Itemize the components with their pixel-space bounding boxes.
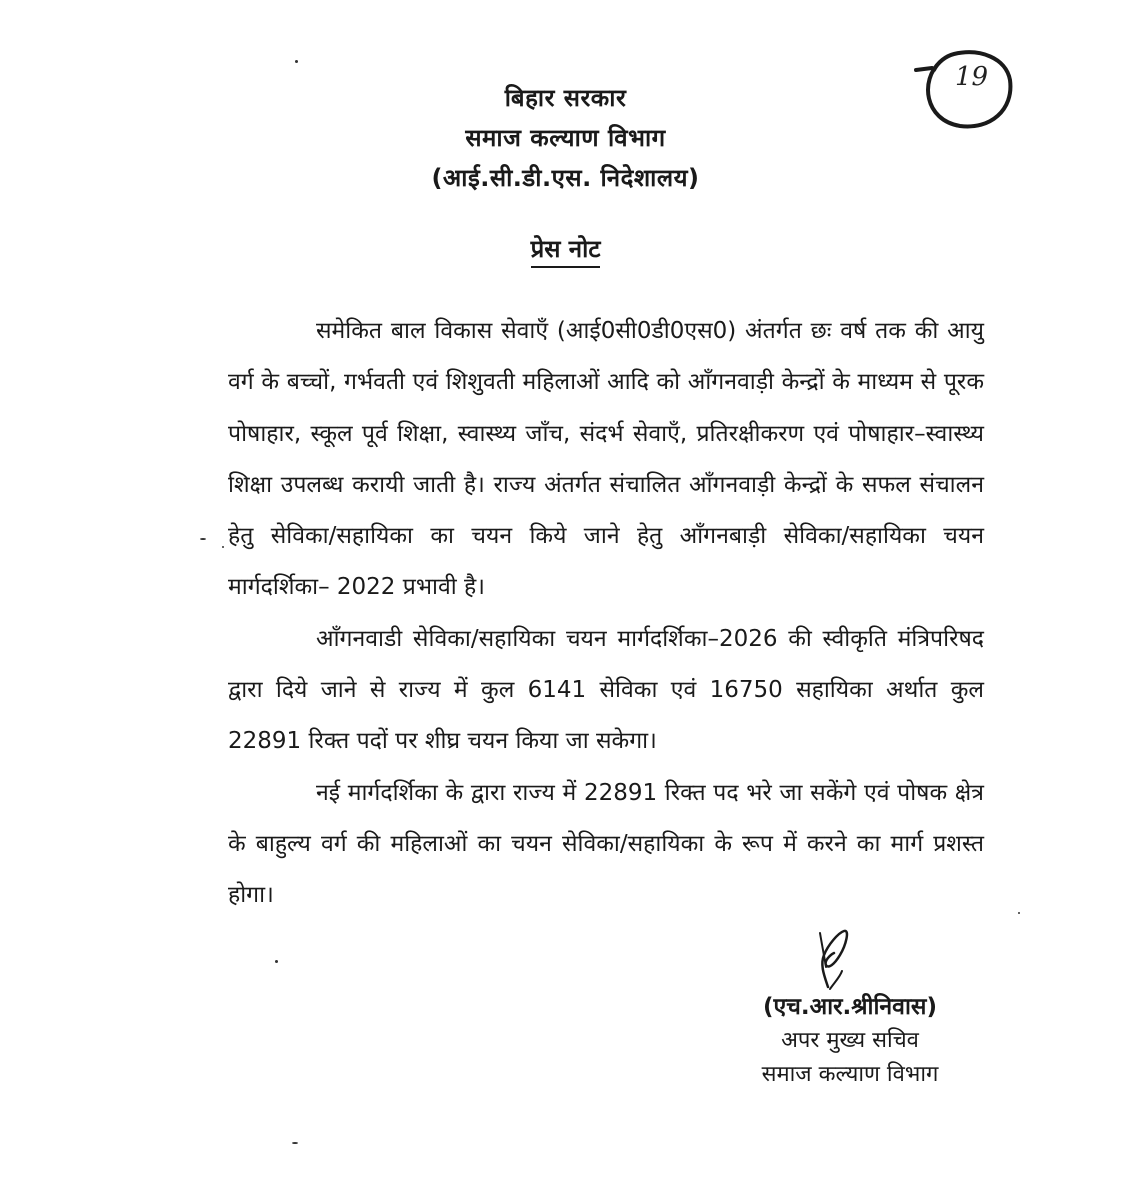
scan-speck	[222, 546, 224, 548]
signatory-name: (एच.आर.श्रीनिवास)	[763, 994, 937, 1020]
scan-speck	[200, 538, 206, 540]
scan-speck	[1018, 912, 1020, 914]
document-title	[0, 232, 1131, 265]
paragraph-1: समेकित बाल विकास सेवाएँ (आई0सी0डी0एस0) अंतर्गत छः वर्ष तक की आयु वर्ग के बच्चों, गर्भवती एवं शिशुवती महिलाओं आदि को आँगनवाड़ी केन्द्रों के माध्यम से पूरक पोषाहार, स्कूल पूर्व शिक्षा, स्वास्थ्य जाँच, संदर्भ सेवाएँ, प्रतिरक्षीकरण एवं पोषाहार–स्वास्थ्य शिक्षा उपलब्ध करायी जाती है। राज्य अंतर्गत संचालित आँगनवाड़ी केन्द्रों के सफल संचालन हेतु सेविका/सहायिका का चयन किये जाने हेतु आँगनबाड़ी सेविका/सहायिका चयन मार्गदर्शिका– 2022 प्रभावी है।	[228, 318, 984, 601]
page-number: 19	[955, 62, 989, 92]
scan-speck	[292, 1142, 298, 1144]
government-name: बिहार सरकार	[504, 84, 627, 112]
directorate-name: (आई.सी.डी.एस. निदेशालय)	[431, 164, 700, 192]
handwritten-signature	[790, 925, 870, 995]
signature-block	[720, 990, 980, 1092]
signatory-department: समाज कल्याण विभाग	[761, 1062, 939, 1087]
paragraph-2: आँगनवाडी सेविका/सहायिका चयन मार्गदर्शिका–2026 की स्वीकृति मंत्रिपरिषद द्वारा दिये जाने से राज्य में कुल 6141 सेविका एवं 16750 सहायिका अर्थात कुल 22891 रिक्त पदों पर शीघ्र चयन किया जा सकेगा।	[228, 625, 984, 755]
paragraph-3: नई मार्गदर्शिका के द्वारा राज्य में 22891 रिक्त पद भरे जा सकेंगे एवं पोषक क्षेत्र के बाहुल्य वर्ग की महिलाओं का चयन सेविका/सहायिका के रूप में करने का मार्ग प्रशस्त होगा।	[228, 779, 984, 909]
department-name: समाज कल्याण विभाग	[465, 124, 666, 152]
press-note-body	[228, 306, 984, 922]
scan-speck	[295, 60, 298, 63]
press-note-heading: प्रेस नोट	[531, 235, 601, 268]
scan-speck	[275, 960, 278, 963]
signatory-designation: अपर मुख्य सचिव	[781, 1028, 919, 1053]
